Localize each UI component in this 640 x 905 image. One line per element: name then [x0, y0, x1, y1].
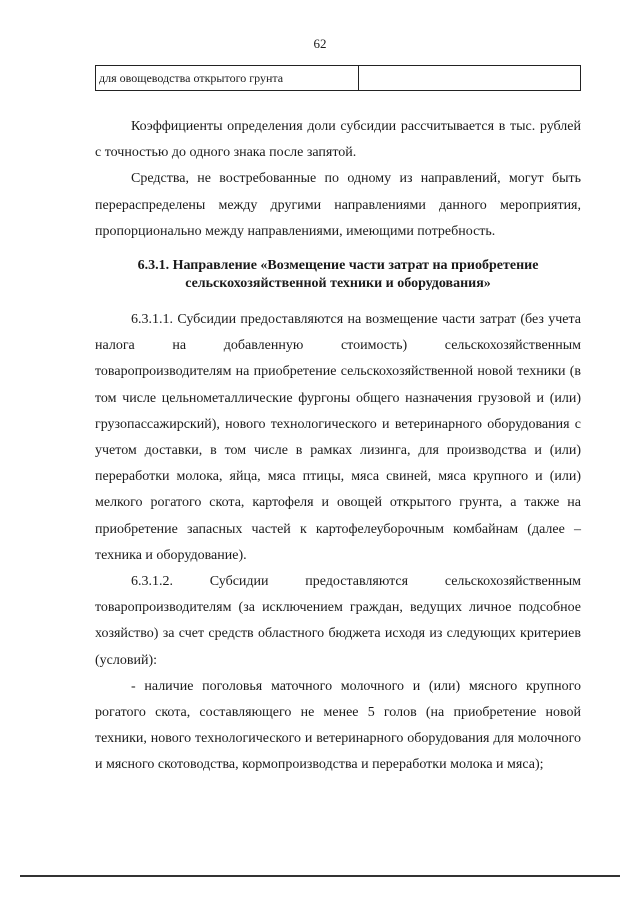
table-row: [96, 66, 581, 91]
continuation-table: [95, 65, 581, 91]
page-number: 62: [313, 36, 327, 51]
bottom-rule: [20, 875, 620, 877]
paragraph-6-3-1-1: 6.3.1.1. Субсидии предоставляются на возмещение части затрат (без учета налога на добавленную стоимость) сельскохозяйственным товаропроизводителям на приобретение сельскохозяйственной новой техники (в том числе цельнометаллические фургоны общего назначения грузовой и (или) грузопассажирский), нового технологического и ветеринарного оборудования с учетом доставки, в том числе в рамках лизинга, для производства и (или) переработки молока, яйца, мяса птицы, мяса свиней, мяса крупного и (или) мелкого рогатого скота, картофеля и овощей открытого грунта, а также на приобретение запасных частей к картофелеуборочным комбайнам (далее – техника и оборудование).: [95, 312, 581, 563]
section-title: 6.3.1. Направление «Возмещение части затрат на приобретение сельскохозяйственной техники и оборудования»: [137, 258, 539, 292]
paragraph-6-3-1-2: 6.3.1.2. Субсидии предоставляются сельскохозяйственным товаропроизводителям (за исключением граждан, ведущих личное подсобное хозяйство) за счет средств областного бюджета исходя из следующих критериев (условий):: [95, 574, 581, 668]
paragraph-redistribution: Средства, не востребованные по одному из направлений, могут быть перераспределены между другими направлениями данного мероприятия, пропорционально между направлениями, имеющими потребность.: [95, 171, 581, 239]
paragraph-coefficients: Коэффициенты определения доли субсидии рассчитывается в тыс. рублей с точностью до одного знака после запятой.: [95, 119, 581, 161]
table-cell: для овощеводства открытого грунта: [96, 66, 359, 91]
paragraph-criterion-livestock: - наличие поголовья маточного молочного и (или) мясного крупного рогатого скота, составляющего не менее 5 голов (на приобретение новой техники, нового технологического и ветеринарного оборудования для молочного и мясного скотоводства, кормопроизводства и переработки молока и мяса);: [95, 678, 581, 773]
table-cell: [359, 66, 581, 91]
document-body: [95, 114, 581, 779]
